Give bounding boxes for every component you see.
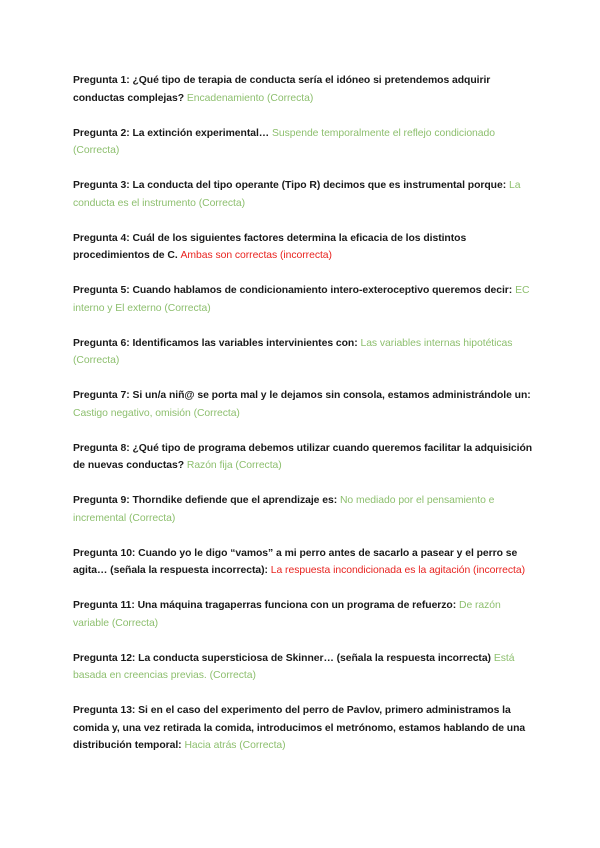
question-text: Pregunta 1: ¿Qué tipo de terapia de conducta sería el idóneo si pretendemos adquirir conductas complejas?	[73, 75, 491, 104]
answer-text: Encadenamiento (Correcta)	[186, 92, 314, 104]
question-text: Pregunta 9: Thorndike defiende que el aprendizaje es:	[73, 495, 338, 506]
answer-text: No mediado por el pensamiento e incremental (Correcta)	[73, 495, 495, 524]
answer-text: La conducta es el instrumento (Correcta)	[73, 180, 521, 209]
question-item-10	[73, 545, 533, 580]
question-item-6	[73, 335, 533, 370]
question-item-3	[73, 177, 533, 212]
answer-text: Las variables internas hipotéticas (Correcta)	[73, 337, 513, 366]
answer-text: La respuesta incondicionada es la agitación (incorrecta)	[270, 565, 525, 576]
question-item-4	[73, 230, 533, 265]
question-item-13	[73, 702, 533, 755]
question-item-11	[73, 597, 533, 632]
answer-text: Razón fija (Correcta)	[186, 460, 282, 471]
answer-text: Hacia atrás (Correcta)	[184, 740, 286, 751]
question-text: Pregunta 12: La conducta supersticiosa de Skinner… (señala la respuesta incorrecta)	[73, 652, 491, 664]
question-text: Pregunta 4: Cuál de los siguientes factores determina la eficacia de los distintos procedimientos de C.	[73, 232, 467, 261]
question-text: Pregunta 3: La conducta del tipo operante (Tipo R) decimos que es instrumental porque:	[73, 180, 507, 191]
question-text: Pregunta 7: Si un/a niñ@ se porta mal y le dejamos sin consola, estamos administrándole un:	[73, 390, 531, 401]
question-item-9	[73, 492, 533, 527]
answer-text: Castigo negativo, omisión (Correcta)	[73, 407, 240, 419]
answer-text: Ambas son correctas (incorrecta)	[180, 250, 332, 261]
question-item-7	[73, 387, 533, 422]
question-item-12	[73, 650, 533, 685]
answer-text: EC interno y El externo (Correcta)	[73, 285, 530, 314]
question-text: Pregunta 10: Cuando yo le digo “vamos” a mi perro antes de sacarlo a pasear y el perro se agita… (señala la respuesta incorrecta):	[73, 547, 518, 576]
question-list	[73, 72, 533, 772]
question-item-8	[73, 440, 533, 475]
question-text: Pregunta 11: Una máquina tragaperras funciona con un programa de refuerzo:	[73, 600, 457, 611]
question-item-1	[73, 72, 533, 107]
question-text: Pregunta 5: Cuando hablamos de condicionamiento intero-exteroceptivo queremos decir:	[73, 285, 513, 296]
question-text: Pregunta 13: Si en el caso del experimento del perro de Pavlov, primero administramos la comida y, una vez retirada la comida, introducimos el metrónomo, estamos hablando de una distribución temporal:	[73, 705, 526, 751]
question-item-2	[73, 125, 533, 160]
answer-text: De razón variable (Correcta)	[73, 600, 501, 629]
question-text: Pregunta 8: ¿Qué tipo de programa debemos utilizar cuando queremos facilitar la adquisición de nuevas conductas?	[73, 442, 533, 471]
question-text: Pregunta 2: La extinción experimental…	[73, 127, 270, 139]
question-text: Pregunta 6: Identificamos las variables intervinientes con:	[73, 337, 358, 349]
answer-text: Está basada en creencias previas. (Correcta)	[73, 652, 515, 681]
answer-text: Suspende temporalmente el reflejo condicionado (Correcta)	[73, 127, 495, 156]
question-item-5	[73, 282, 533, 317]
